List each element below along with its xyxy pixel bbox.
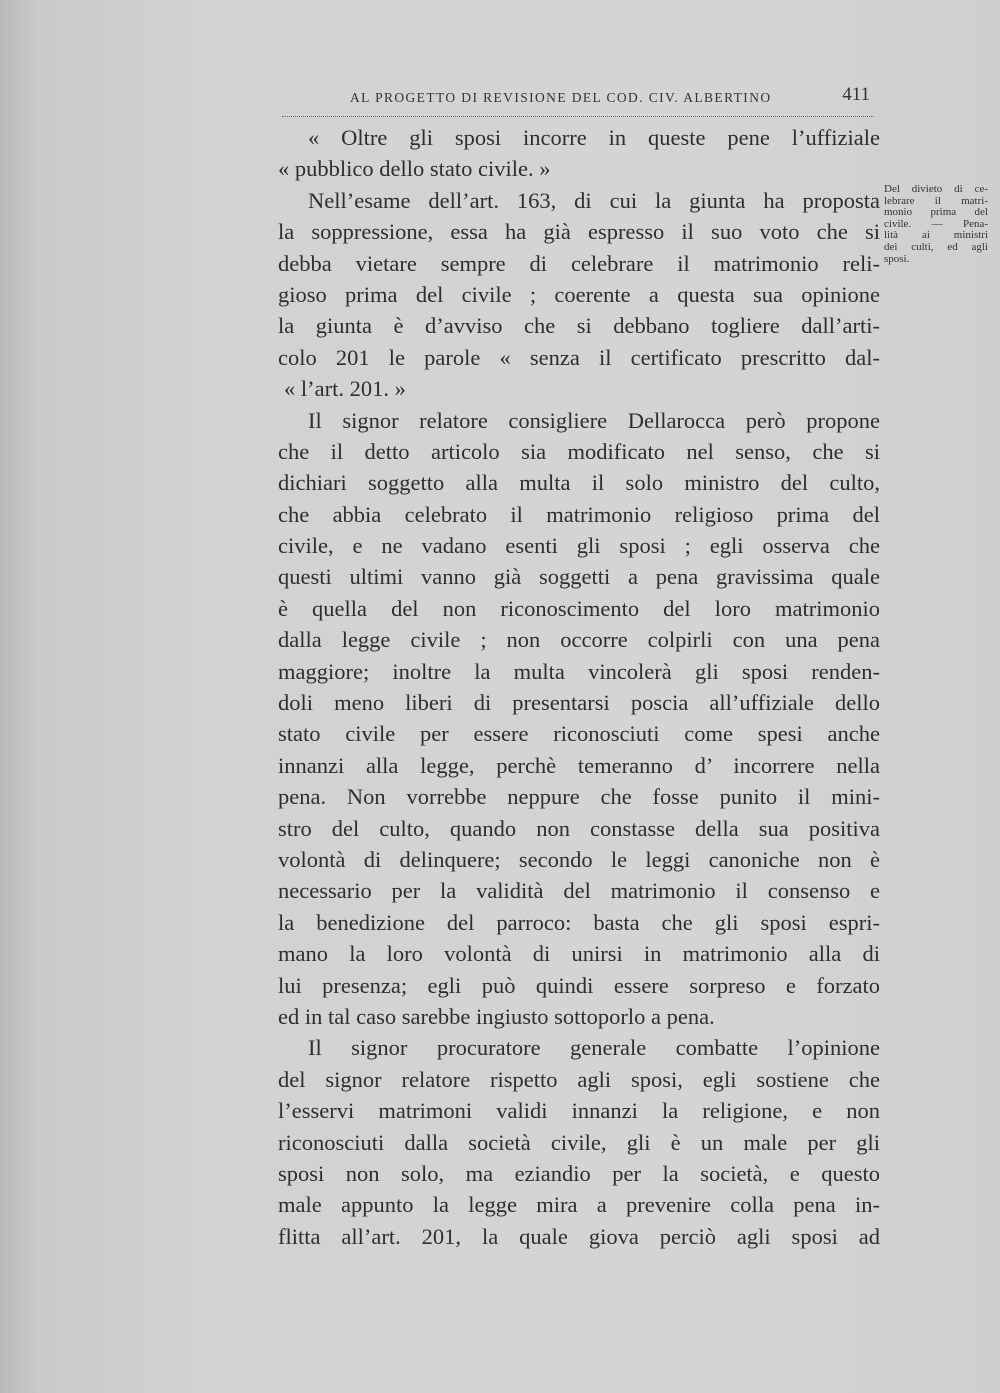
text-line: lui presenza; egli può quindi essere sorpreso e forzato — [278, 972, 880, 998]
margin-note-line: lebrare il matri- — [884, 194, 988, 207]
text-line: Il signor procuratore generale combatte l’opinione — [308, 1035, 880, 1061]
text-line: innanzi alla legge, perchè temeranno d’ incorrere nella — [278, 752, 880, 778]
text-line: che abbia celebrato il matrimonio religioso prima del — [278, 501, 880, 527]
text-line: male appunto la legge mira a prevenire colla pena in- — [278, 1192, 880, 1218]
margin-note-line: Del divieto di ce- — [884, 183, 988, 195]
text-line: dalla legge civile ; non occorre colpirli con una pena — [278, 627, 880, 653]
text-line: del signor relatore rispetto agli sposi, egli sostiene che — [278, 1066, 880, 1092]
text-line: stato civile per essere riconosciuti come spesi anche — [278, 721, 880, 747]
text-line: è quella del non riconoscimento del loro matrimonio — [278, 595, 880, 621]
text-line: sposi non solo, ma eziandio per la società, e questo — [278, 1160, 880, 1186]
text-line: pena. Non vorrebbe neppure che fosse punito il mini- — [278, 784, 880, 810]
text-line: volontà di delinquere; secondo le leggi canoniche non è — [278, 846, 880, 872]
text-line: riconosciuti dalla società civile, gli è un male per gli — [278, 1129, 880, 1155]
header-rule — [282, 116, 874, 117]
margin-note-line: sposi. — [884, 252, 910, 265]
text-line: gioso prima del civile ; coerente a questa sua opinione — [278, 281, 880, 307]
body-text — [278, 122, 880, 1252]
text-line: civile, e ne vadano esenti gli sposi ; egli osserva che — [278, 533, 880, 559]
text-line: dichiari soggetto alla multa il solo ministro del culto, — [278, 470, 880, 496]
text-line: la giunta è d’avviso che si debbano togliere dall’arti- — [278, 313, 880, 339]
text-line: Nell’esame dell’art. 163, di cui la giunta ha proposta — [308, 187, 880, 213]
text-line: questi ultimi vanno già soggetti a pena gravissima quale — [278, 564, 880, 590]
text-line: Il signor relatore consigliere Dellarocca però propone — [308, 407, 880, 433]
text-line: l’esservi matrimoni validi innanzi la religione, e non — [278, 1098, 880, 1124]
text-line: la benedizione del parroco: basta che gli sposi espri- — [278, 909, 880, 935]
text-line: colo 201 le parole « senza il certificato prescritto dal- — [278, 344, 880, 370]
text-line: la soppressione, essa ha già espresso il suo voto che si — [278, 219, 880, 245]
text-line: mano la loro volontà di unirsi in matrimonio alla di — [278, 941, 880, 967]
text-line: « pubblico dello stato civile. » — [278, 156, 551, 182]
text-line: stro del culto, quando non constasse della sua positiva — [278, 815, 880, 841]
text-line: maggiore; inoltre la multa vincolerà gli sposi renden- — [278, 658, 880, 684]
page-header — [350, 84, 870, 114]
text-line: « l’art. 201. » — [284, 376, 406, 402]
text-line: necessario per la validità del matrimonio il consenso e — [278, 878, 880, 904]
page-number: 411 — [842, 84, 870, 105]
margin-note-line: dei culti, ed agli — [884, 240, 988, 253]
margin-note-line: monio prima del — [884, 206, 988, 219]
text-line: doli meno liberi di presentarsi poscia all’uffiziale dello — [278, 690, 880, 716]
margin-note-line: lità ai ministri — [884, 229, 988, 242]
text-line: ed in tal caso sarebbe ingiusto sottoporlo a pena. — [278, 1003, 715, 1029]
margin-note — [884, 184, 988, 265]
margin-note-line: civile. — Pena- — [884, 217, 988, 230]
running-head: AL PROGETTO DI REVISIONE DEL COD. CIV. ALBERTINO — [350, 90, 772, 105]
text-line: « Oltre gli sposi incorre in queste pene l’uffiziale — [308, 125, 880, 150]
text-line: flitta all’art. 201, la quale giova perciò agli sposi ad — [278, 1223, 880, 1249]
text-line: che il detto articolo sia modificato nel senso, che si — [278, 438, 880, 464]
text-line: debba vietare sempre di celebrare il matrimonio reli- — [278, 250, 880, 276]
